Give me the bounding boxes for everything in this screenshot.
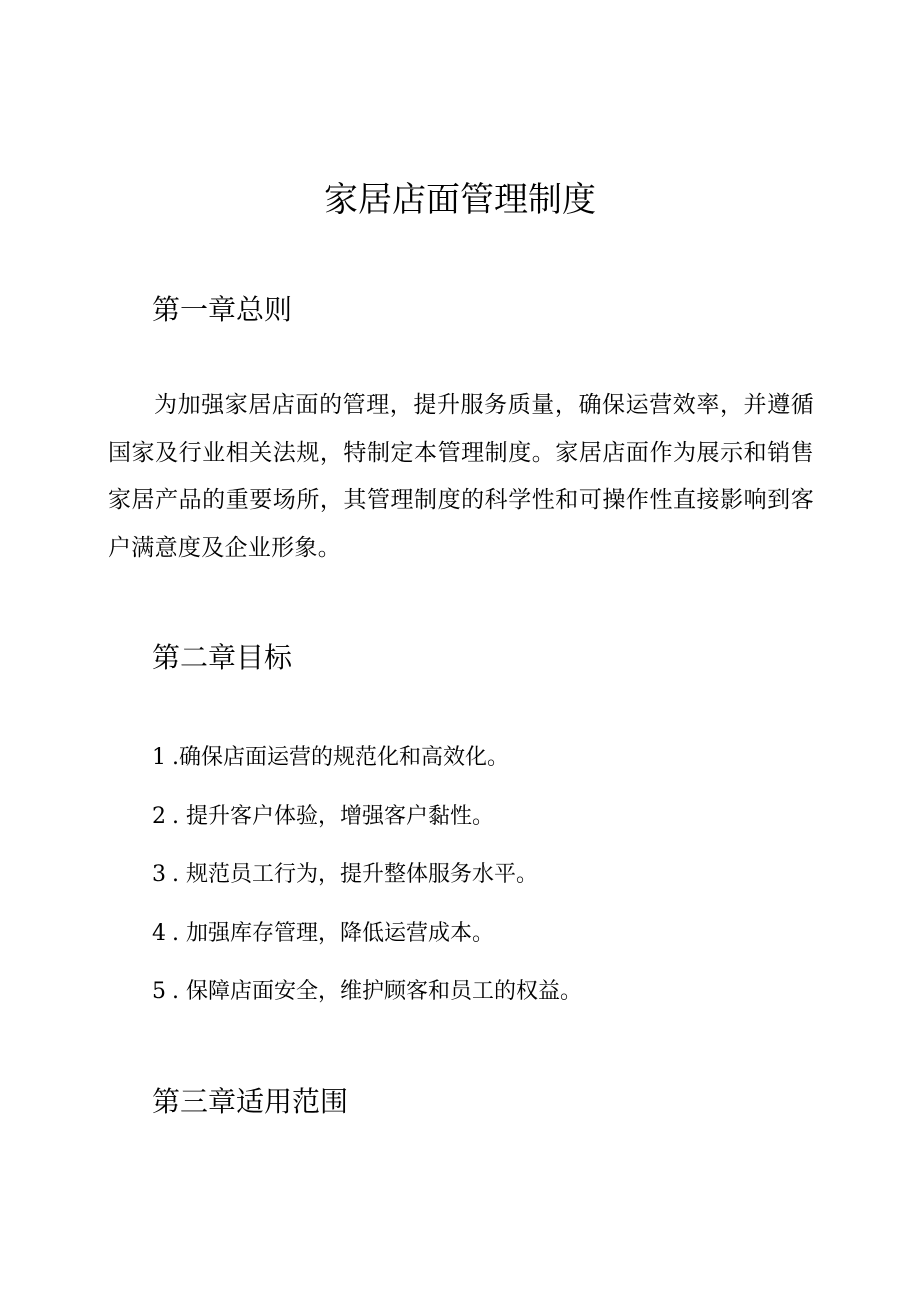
list-item-text: . 提升客户体验，增强客户黏性。	[172, 803, 494, 829]
list-item-number: 1	[152, 745, 166, 770]
list-item	[152, 736, 582, 795]
list-item-text: .确保店面运营的规范化和高效化。	[172, 745, 509, 770]
list-item	[152, 970, 582, 1029]
list-item-text: . 加强库存管理，降低运营成本。	[172, 920, 494, 946]
list-item-text: . 保障店面安全，维护顾客和员工的权益。	[172, 979, 582, 1004]
goal-list	[152, 736, 582, 1029]
chapter-3-heading: 第三章适用范围	[152, 1085, 349, 1118]
list-item-number: 2	[152, 803, 166, 829]
list-item	[152, 853, 582, 912]
chapter-2-heading: 第二章目标	[152, 641, 293, 674]
list-item-text: . 规范员工行为，提升整体服务水平。	[172, 862, 538, 887]
list-item	[152, 795, 582, 854]
chapter-1-paragraph: 为加强家居店面的管理，提升服务质量，确保运营效率，并遵循国家及行业相关法规，特制定本管理制度。家居店面作为展示和销售家居产品的重要场所，其管理制度的科学性和可操作性直接影响到客户满意度及企业形象。	[108, 392, 814, 561]
list-item-number: 3	[152, 862, 166, 887]
list-item-number: 5	[152, 979, 166, 1004]
list-item-number: 4	[152, 920, 166, 946]
list-item	[152, 912, 582, 971]
document-title: 家居店面管理制度	[324, 180, 596, 220]
chapter-1-heading: 第一章总则	[152, 293, 293, 326]
